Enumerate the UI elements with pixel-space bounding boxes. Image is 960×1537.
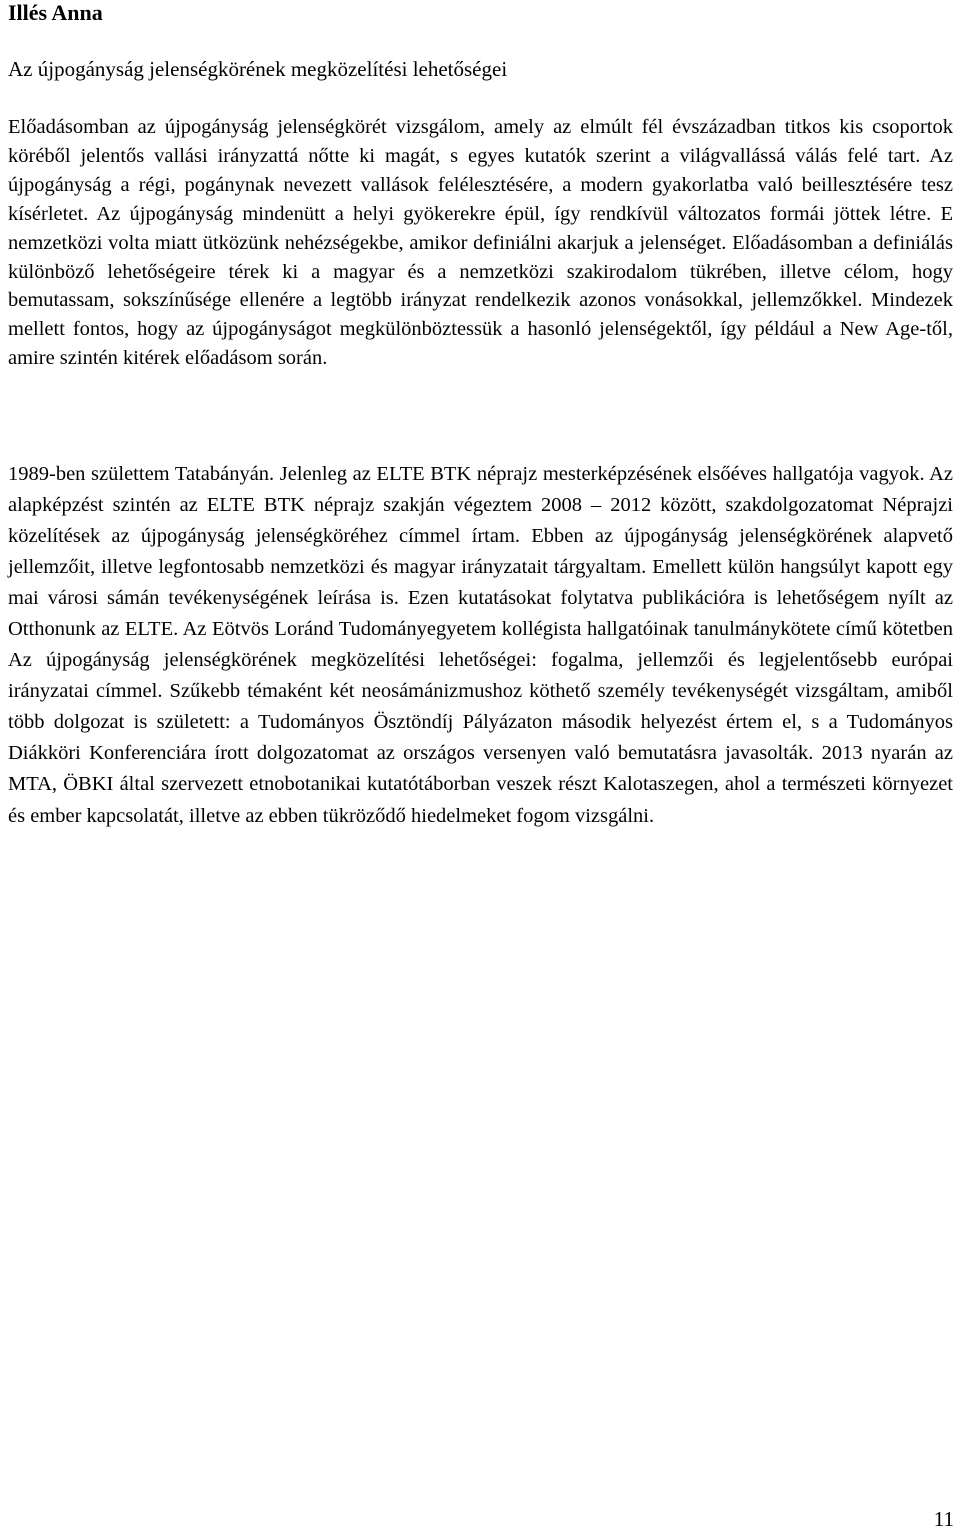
author-name: Illés Anna — [8, 0, 103, 25]
lecture-title: Az újpogányság jelenségkörének megközelítési lehetőségei — [8, 57, 508, 81]
biography-paragraph: 1989-ben születtem Tatabányán. Jelenleg az ELTE BTK néprajz mesterképzésének elsőéves hallgatója vagyok. Az alapképzést szintén az ELTE BTK néprajz szakján végeztem 2008 – 2012 között, szakdolgozatomat Néprajzi közelítések az újpogányság jelenségköréhez címmel írtam. Ebben az újpogányság jelenségkörének alapvető jellemzőit, illetve legfontosabb nemzetközi és magyar irányzatait tárgyaltam. Emellett külön hangsúlyt kapott egy mai városi sámán tevékenységének leírása is. Ezen kutatásokat folytatva publikációra is lehetőségem nyílt az Otthonunk az ELTE. Az Eötvös Loránd Tudományegyetem kollégista hallgatóinak tanulmánykötete című kötetben Az újpogányság jelenségkörének megközelítési lehetőségei: fogalma, jellemzői és legjelentősebb európai irányzatai címmel. Szűkebb témaként két neosámánizmushoz köthető személy tevékenységét vizsgáltam, amiből több dolgozat is született: a Tudományos Ösztöndíj Pályázaton második helyezést értem el, s a Tudományos Diákköri Konferenciára írott dolgozatomat az országos versenyen való bemutatásra javasolták. 2013 nyarán az MTA, ÖBKI által szervezett etnobotanikai kutatótáborban veszek részt Kalotaszegen, ahol a természeti környezet és ember kapcsolatát, illetve az ebben tükröződő hiedelmeket fogom vizsgálni. — [8, 463, 953, 827]
abstract-paragraph: Előadásomban az újpogányság jelenségkörét vizsgálom, amely az elmúlt fél évszázadban titkos kis csoportok köréből jelentős vallási irányzattá nőtte ki magát, s egyes kutatók szerint a világvallássá válás felé tart. Az újpogányság a régi, pogánynak nevezett vallások felélesztésére, a modern gyakorlatba való beillesztésére tesz kísérletet. Az újpogányság mindenütt a helyi gyökerekre épül, így rendkívül változatos formái jöttek létre. E nemzetközi volta miatt ütközünk nehézségekbe, amikor definiálni akarjuk a jelenséget. Előadásomban a definiálás különböző lehetőségeire térek ki a magyar és a nemzetközi szakirodalom tükrében, illetve célom, hogy bemutassam, sokszínűsége ellenére a legtöbb irányzat rendelkezik azonos vonásokkal, jellemzőkkel. Mindezek mellett fontos, hogy az újpogányságot megkülönböztessük a hasonló jelenségektől, így például a New Age-től, amire szintén kitérek előadásom során. — [8, 116, 953, 370]
page-number: 11 — [933, 1507, 954, 1531]
